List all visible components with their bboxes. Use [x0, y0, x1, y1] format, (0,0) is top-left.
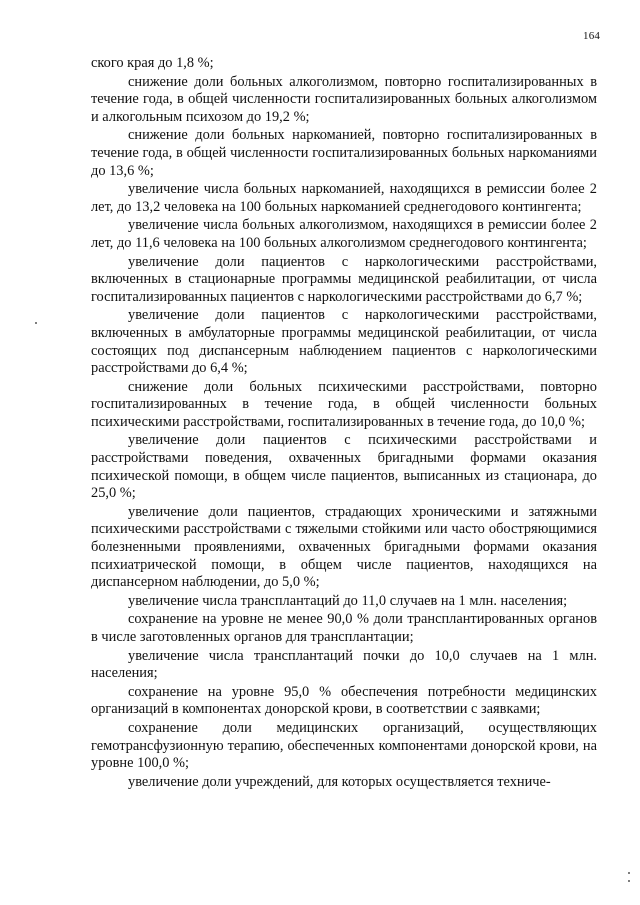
paragraph: увеличение доли пациентов, страдающих хроническими и затяжными психическими расстройствами с тяжелыми стойкими или часто обостряющимися болезненными проявлениями, охваченных бригадными формами оказания психиатрической помощи, в общем числе пациентов, находящихся на диспансерном наблюдении, до 5,0 %;	[91, 503, 597, 591]
paragraph: снижение доли больных алкоголизмом, повторно госпитализированных в течение года, в общей численности госпитализированных больных алкоголизмом и алкогольным психозом до 19,2 %;	[91, 73, 597, 125]
paragraph: снижение доли больных психическими расстройствами, повторно госпитализированных в течение года, в общей численности больных психическими расстройствами, госпитализированных в течение года, до 10,0 %;	[91, 378, 597, 430]
paragraph: сохранение доли медицинских организаций, осуществляющих гемотрансфузионную терапию, обеспеченных компонентами донорской крови, на уровне 100,0 %;	[91, 719, 597, 772]
paragraph-continuation: ского края до 1,8 %;	[91, 55, 214, 71]
paragraph: увеличение числа больных наркоманией, находящихся в ремиссии более 2 лет, до 13,2 человека на 100 больных наркоманией среднегодового контингента;	[91, 181, 597, 215]
paragraph: снижение доли больных наркоманией, повторно госпитализированных в течение года, в общей численности госпитализированных больных наркоманиями до 13,6 %;	[91, 127, 597, 179]
scan-artifact	[35, 322, 37, 324]
paragraph: увеличение доли учреждений, для которых осуществляется техниче-	[128, 773, 551, 790]
paragraph: сохранение на уровне не менее 90,0 % доли трансплантированных органов в числе заготовленных органов для трансплантации;	[91, 611, 597, 645]
page-number: 164	[583, 30, 601, 42]
paragraph: увеличение числа больных алкоголизмом, находящихся в ремиссии более 2 лет, до 11,6 человека на 100 больных алкоголизмом среднегодового контингента;	[91, 217, 597, 251]
paragraph: сохранение на уровне 95,0 % обеспечения потребности медицинских организаций в компонентах донорской крови, в соответствии с заявками;	[91, 683, 597, 718]
paragraph: увеличение числа трансплантаций почки до 10,0 случаев на 1 млн. населения;	[91, 647, 597, 682]
paragraph: увеличение числа трансплантаций до 11,0 случаев на 1 млн. населения;	[128, 592, 568, 609]
paragraph: увеличение доли пациентов с психическими расстройствами и расстройствами поведения, охваченных бригадными формами оказания психической помощи, в общем числе пациентов, выписанных из стационара, до 25,0 %;	[91, 432, 597, 502]
paragraph: увеличение доли пациентов с наркологическими расстройствами, включенных в амбулаторные программы медицинской реабилитации, от числа состоящих под диспансерным наблюдением пациентов с наркологическими расстройствами до 6,4 %;	[91, 307, 597, 377]
scan-artifact	[628, 872, 630, 874]
document-body	[91, 55, 597, 791]
scan-artifact	[628, 880, 630, 882]
paragraph: увеличение доли пациентов с наркологическими расстройствами, включенных в стационарные программы медицинской реабилитации, от числа госпитализированных пациентов с наркологическими расстройствами до 6,7 %;	[91, 253, 597, 305]
